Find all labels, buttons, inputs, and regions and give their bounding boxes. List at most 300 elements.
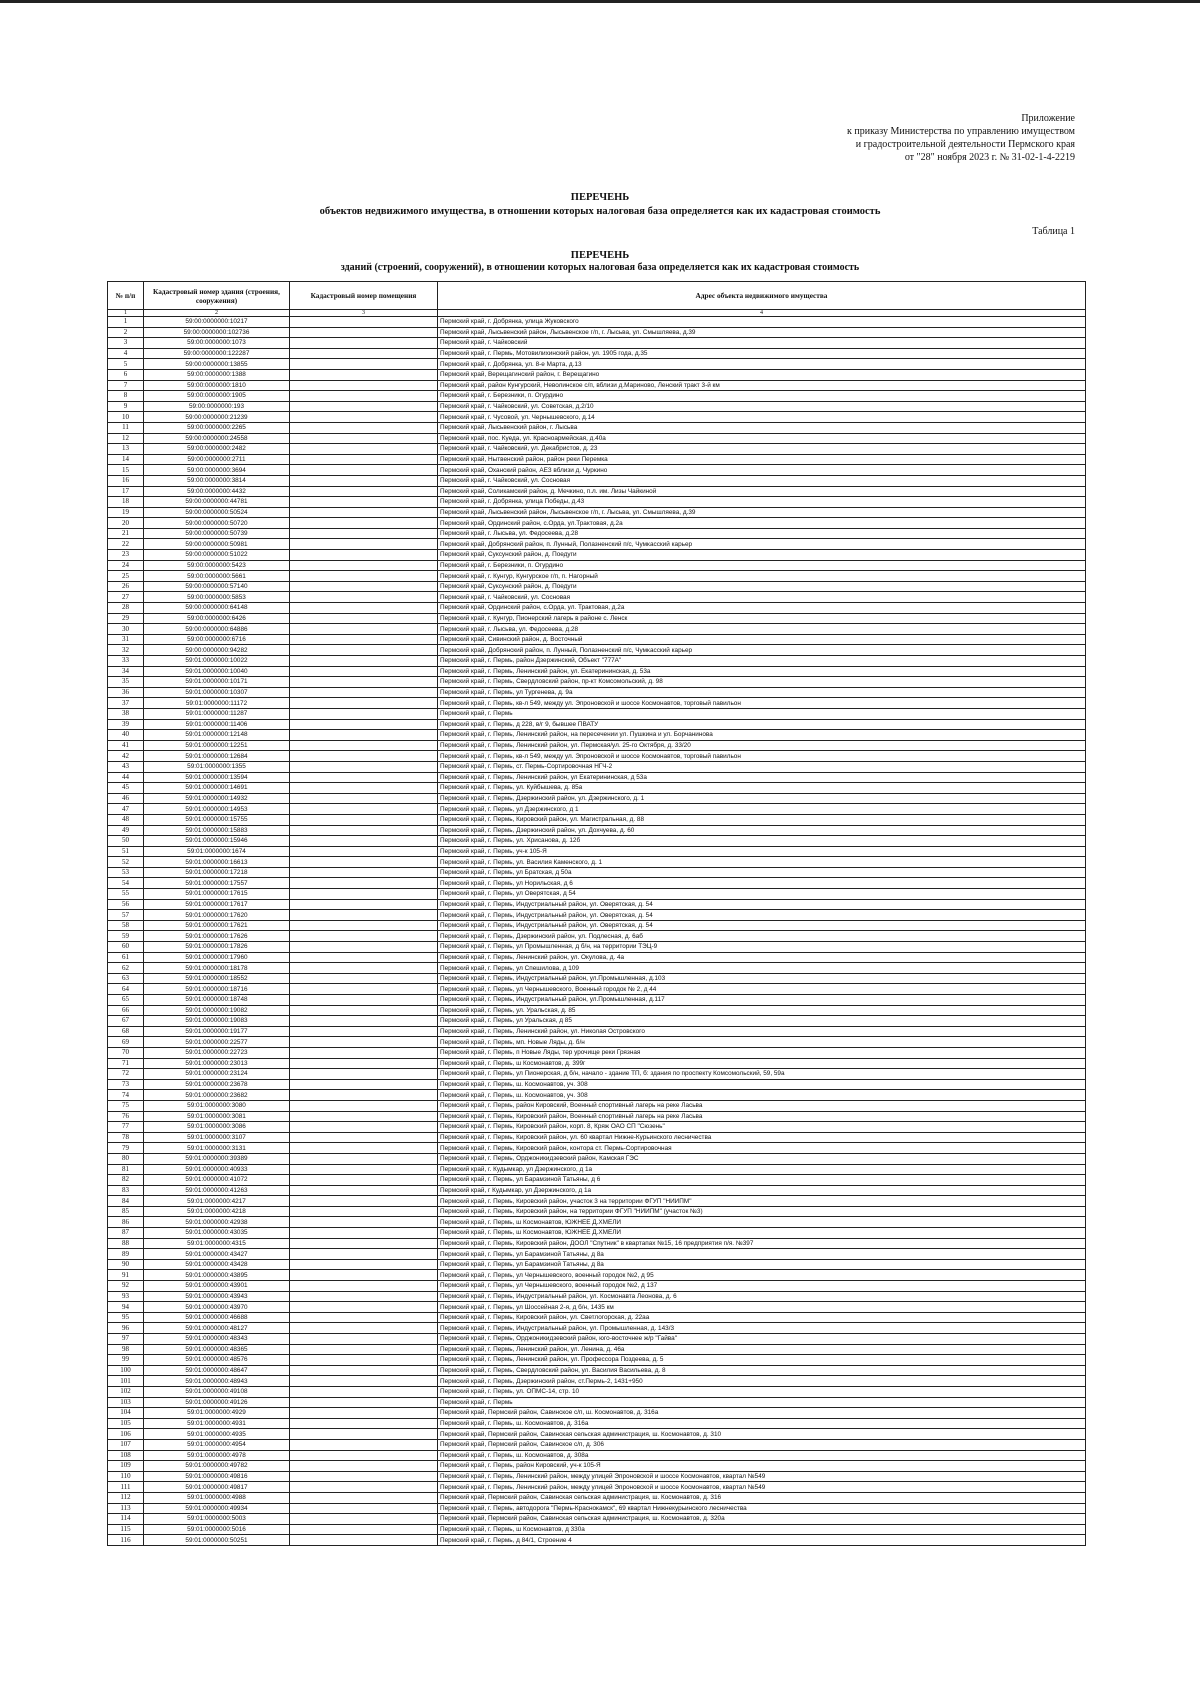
row-number: 77 (108, 1122, 144, 1133)
object-address: Пермский край, г. Березники, п. Огурдино (438, 560, 1086, 571)
table-row (108, 550, 1086, 561)
building-cadastral-number: 59:01:0000000:43035 (144, 1228, 290, 1239)
premises-cadastral-number (290, 1386, 438, 1397)
building-cadastral-number: 59:01:0000000:17826 (144, 942, 290, 953)
object-address: Пермский край, г. Пермь, Ленинский район, ул. Николая Островского (438, 1026, 1086, 1037)
object-address: Пермский край, г. Пермь, ул Норильская, д 6 (438, 878, 1086, 889)
row-number: 31 (108, 634, 144, 645)
premises-cadastral-number (290, 624, 438, 635)
row-number: 70 (108, 1047, 144, 1058)
premises-cadastral-number (290, 1153, 438, 1164)
object-address: Пермский край, Лысьвенский район, г. Лысьва (438, 422, 1086, 433)
building-cadastral-number: 59:00:0000000:64886 (144, 624, 290, 635)
premises-cadastral-number (290, 1450, 438, 1461)
table-row (108, 1037, 1086, 1048)
object-address: Пермский край, г. Пермь, Индустриальный район, ул.Промышленная, д.103 (438, 973, 1086, 984)
building-cadastral-number: 59:01:0000000:49126 (144, 1397, 290, 1408)
building-cadastral-number: 59:01:0000000:17617 (144, 899, 290, 910)
object-address: Пермский край, г. Пермь, Ленинский район, между улицей Эпроновской и шоссе Космонавтов, квартал №549 (438, 1471, 1086, 1482)
building-cadastral-number: 59:01:0000000:43970 (144, 1302, 290, 1313)
object-address: Пермский край, г. Пермь, ш Космонавтов, д 330а (438, 1524, 1086, 1535)
table-row (108, 1302, 1086, 1313)
object-address: Пермский край, г. Пермь, Кировский район, ул. Магистральная, д. 88 (438, 814, 1086, 825)
table-row (108, 857, 1086, 868)
row-number: 23 (108, 550, 144, 561)
object-address: Пермский край, г. Пермь, Кировский район, контора ст. Пермь-Сортировочная (438, 1143, 1086, 1154)
premises-cadastral-number (290, 550, 438, 561)
premises-cadastral-number (290, 1175, 438, 1186)
building-cadastral-number: 59:01:0000000:10307 (144, 687, 290, 698)
table-row (108, 666, 1086, 677)
object-address: Пермский край, г. Пермь, Индустриальный район, ул. Оверятская, д. 54 (438, 910, 1086, 921)
object-address: Пермский край, г. Пермь, ш. Космонавтов, уч. 308 (438, 1079, 1086, 1090)
row-number: 108 (108, 1450, 144, 1461)
building-cadastral-number: 59:01:0000000:48127 (144, 1323, 290, 1334)
object-address: Пермский край, г. Пермь, ул Чернышевского, военный городок №2, д 137 (438, 1281, 1086, 1292)
premises-cadastral-number (290, 1503, 438, 1514)
row-number: 73 (108, 1079, 144, 1090)
building-cadastral-number: 59:01:0000000:10022 (144, 656, 290, 667)
table-row (108, 1111, 1086, 1122)
row-number: 64 (108, 984, 144, 995)
row-number: 85 (108, 1206, 144, 1217)
document-subtitle: объектов недвижимого имущества, в отношении которых налоговая база определяется как их кадастровая стоимость (319, 206, 881, 217)
object-address: Пермский край, г. Пермь, Индустриальный район, ул. Космонавта Леонова, д. 6 (438, 1291, 1086, 1302)
premises-cadastral-number (290, 1249, 438, 1260)
object-address: Пермский край, Ординский район, с.Орда, ул. Трактовая, д.2а (438, 603, 1086, 614)
table-row (108, 507, 1086, 518)
row-number: 107 (108, 1439, 144, 1450)
row-number: 87 (108, 1228, 144, 1239)
row-number: 58 (108, 920, 144, 931)
object-address: Пермский край, г. Пермь, Кировский район, ул. Светлогорская, д. 22аа (438, 1312, 1086, 1323)
table-row (108, 1281, 1086, 1292)
table-row (108, 656, 1086, 667)
table-row (108, 634, 1086, 645)
row-number: 86 (108, 1217, 144, 1228)
table-row (108, 1206, 1086, 1217)
table-row (108, 1143, 1086, 1154)
column-number: 1 (108, 310, 144, 317)
row-number: 35 (108, 677, 144, 688)
object-address: Пермский край, г. Пермь, Ленинский район, ул Екатерининская, д 53а (438, 772, 1086, 783)
building-cadastral-number: 59:01:0000000:15883 (144, 825, 290, 836)
building-cadastral-number: 59:01:0000000:17620 (144, 910, 290, 921)
table-row (108, 444, 1086, 455)
object-address: Пермский край, г. Пермь, ул Дзержинского, д 1 (438, 804, 1086, 815)
object-address: Пермский край, г. Лысьва, ул. Федосеева, д.28 (438, 528, 1086, 539)
object-address: Пермский край, г. Пермь, д 84/1, Строение 4 (438, 1535, 1086, 1546)
object-address: Пермский край, Суксунский район, д. Поедуги (438, 581, 1086, 592)
object-address: Пермский край, г. Пермь, Ленинский район, на пересечении ул. Пушкина и ул. Борчанинова (438, 730, 1086, 741)
object-address: Пермский край, Добрянский район, п. Лунный, Полазненский п/с, Чумкасский карьер (438, 539, 1086, 550)
premises-cadastral-number (290, 1281, 438, 1292)
premises-cadastral-number (290, 719, 438, 730)
premises-cadastral-number (290, 380, 438, 391)
object-address: Пермский край, г. Пермь, ул Чернышевского, Военный городок № 2, д 44 (438, 984, 1086, 995)
building-cadastral-number: 59:00:0000000:1388 (144, 369, 290, 380)
premises-cadastral-number (290, 1196, 438, 1207)
row-number: 112 (108, 1492, 144, 1503)
table-row (108, 920, 1086, 931)
table-row (108, 793, 1086, 804)
appendix-line: Приложение (1021, 113, 1075, 124)
table-row (108, 1259, 1086, 1270)
table-row (108, 1238, 1086, 1249)
object-address: Пермский край, г. Пермь, ул Чернышевского, военный городок №2, д 95 (438, 1270, 1086, 1281)
object-address: Пермский край, г. Пермь, кв-л 549, между ул. Эпроновской и шоссе Космонавтов, торговый павильон (438, 698, 1086, 709)
premises-cadastral-number (290, 645, 438, 656)
object-address: Пермский край, г. Пермь, Дзержинский район, ул. Дохчуева, д. 60 (438, 825, 1086, 836)
row-number: 103 (108, 1397, 144, 1408)
object-address: Пермский край, г. Березники, п. Огурдино (438, 391, 1086, 402)
premises-cadastral-number (290, 973, 438, 984)
premises-cadastral-number (290, 1344, 438, 1355)
object-address: Пермский край, Пермский район, Савинская сельская администрация, ш. Космонавтов, д. 310 (438, 1429, 1086, 1440)
row-number: 102 (108, 1386, 144, 1397)
building-cadastral-number: 59:01:0000000:4988 (144, 1492, 290, 1503)
premises-cadastral-number (290, 317, 438, 328)
object-address: Пермский край, г. Пермь, п Новые Ляды, тер урочище реки Грязная (438, 1047, 1086, 1058)
object-address: Пермский край, г. Чайковский, ул. Декабристов, д. 23 (438, 444, 1086, 455)
row-number: 36 (108, 687, 144, 698)
building-cadastral-number: 59:01:0000000:42938 (144, 1217, 290, 1228)
premises-cadastral-number (290, 1535, 438, 1546)
row-number: 83 (108, 1185, 144, 1196)
premises-cadastral-number (290, 910, 438, 921)
row-number: 104 (108, 1408, 144, 1419)
table-row (108, 1217, 1086, 1228)
premises-cadastral-number (290, 1439, 438, 1450)
row-number: 13 (108, 444, 144, 455)
premises-cadastral-number (290, 857, 438, 868)
building-cadastral-number: 59:01:0000000:48343 (144, 1334, 290, 1345)
premises-cadastral-number (290, 1238, 438, 1249)
object-address: Пермский край, г. Лысьва, ул. Федосеева, д.28 (438, 624, 1086, 635)
row-number: 57 (108, 910, 144, 921)
building-cadastral-number: 59:00:0000000:3694 (144, 465, 290, 476)
premises-cadastral-number (290, 772, 438, 783)
object-address: Пермский край, г. Добрянка, улица Победы, д.43 (438, 497, 1086, 508)
building-cadastral-number: 59:00:0000000:50720 (144, 518, 290, 529)
building-cadastral-number: 59:00:0000000:50981 (144, 539, 290, 550)
building-cadastral-number: 59:01:0000000:18748 (144, 995, 290, 1006)
table-row (108, 973, 1086, 984)
premises-cadastral-number (290, 592, 438, 603)
premises-cadastral-number (290, 1312, 438, 1323)
building-cadastral-number: 59:01:0000000:18716 (144, 984, 290, 995)
object-address: Пермский край, г Кудымкар, ул Дзержинского, д 1а (438, 1185, 1086, 1196)
premises-cadastral-number (290, 486, 438, 497)
object-address: Пермский край, г. Пермь, Свердловский район, ул. Василия Васильева, д. 8 (438, 1365, 1086, 1376)
building-cadastral-number: 59:01:0000000:10171 (144, 677, 290, 688)
building-cadastral-number: 59:00:0000000:44781 (144, 497, 290, 508)
object-address: Пермский край, г. Пермь, ул Пионерская, д б/н, начало - здание ТП, б: здания по проспекту Комсомольский, 59, 59а (438, 1069, 1086, 1080)
row-number: 34 (108, 666, 144, 677)
table-row (108, 719, 1086, 730)
building-cadastral-number: 59:01:0000000:50251 (144, 1535, 290, 1546)
row-number: 5 (108, 359, 144, 370)
premises-cadastral-number (290, 1376, 438, 1387)
table-row (108, 1175, 1086, 1186)
object-address: Пермский край, г. Чайковский, ул. Сосновая (438, 475, 1086, 486)
object-address: Пермский край, г. Пермь, ул. Куйбышева, д. 85а (438, 783, 1086, 794)
premises-cadastral-number (290, 1408, 438, 1419)
table-row (108, 592, 1086, 603)
object-address: Пермский край, г. Пермь, Дзержинский район, ул. Дзержинского, д. 1 (438, 793, 1086, 804)
building-cadastral-number: 59:01:0000000:43943 (144, 1291, 290, 1302)
object-address: Пермский край, г. Пермь, Ленинский район, между улицей Эпроновской и шоссе Космонавтов, квартал №549 (438, 1482, 1086, 1493)
row-number: 59 (108, 931, 144, 942)
premises-cadastral-number (290, 899, 438, 910)
table-row (108, 581, 1086, 592)
object-address: Пермский край, г. Пермь, кв-л 549, между ул. Эпроновской и шоссе Космонавтов, торговый павильон (438, 751, 1086, 762)
building-cadastral-number: 59:01:0000000:4978 (144, 1450, 290, 1461)
appendix-line: от "28" ноября 2023 г. № 31-02-1-4-2219 (904, 152, 1075, 163)
table-row (108, 931, 1086, 942)
table-row (108, 1122, 1086, 1133)
row-number: 52 (108, 857, 144, 868)
row-number: 14 (108, 454, 144, 465)
building-cadastral-number: 59:01:0000000:48576 (144, 1355, 290, 1366)
premises-cadastral-number (290, 1482, 438, 1493)
row-number: 113 (108, 1503, 144, 1514)
building-cadastral-number: 59:00:0000000:94282 (144, 645, 290, 656)
building-cadastral-number: 59:00:0000000:5661 (144, 571, 290, 582)
building-cadastral-number: 59:01:0000000:19082 (144, 1005, 290, 1016)
row-number: 65 (108, 995, 144, 1006)
table-row (108, 878, 1086, 889)
building-cadastral-number: 59:01:0000000:18552 (144, 973, 290, 984)
object-address: Пермский край, Соликамский район, д. Мечкино, п.л. им. Лизы Чайкиной (438, 486, 1086, 497)
row-number: 44 (108, 772, 144, 783)
row-number: 80 (108, 1153, 144, 1164)
object-address: Пермский край, пос. Куеда, ул. Красноармейская, д.40а (438, 433, 1086, 444)
premises-cadastral-number (290, 1524, 438, 1535)
building-cadastral-number: 59:01:0000000:12251 (144, 740, 290, 751)
building-cadastral-number: 59:01:0000000:12148 (144, 730, 290, 741)
table-row (108, 338, 1086, 349)
premises-cadastral-number (290, 698, 438, 709)
premises-cadastral-number (290, 1259, 438, 1270)
table-row (108, 401, 1086, 412)
building-cadastral-number: 59:00:0000000:102736 (144, 327, 290, 338)
object-address: Пермский край, г. Пермь, ул Уральская, д 85 (438, 1016, 1086, 1027)
object-address: Пермский край, г. Пермь, Кировский район, Военный спортивный лагерь на реке Ласьва (438, 1111, 1086, 1122)
premises-cadastral-number (290, 507, 438, 518)
object-address: Пермский край, г. Пермь, район Кировский, Военный спортивный лагерь на реке Ласьва (438, 1100, 1086, 1111)
column-number: 2 (144, 310, 290, 317)
object-address: Пермский край, Пермский район, Савинское с/п, ш. Космонавтов, д. 316а (438, 1408, 1086, 1419)
row-number: 37 (108, 698, 144, 709)
building-cadastral-number: 59:01:0000000:14691 (144, 783, 290, 794)
table-row (108, 1196, 1086, 1207)
premises-cadastral-number (290, 1037, 438, 1048)
object-address: Пермский край, г. Пермь, Кировский район, ул. 60 квартал Нижне-Курьинского лесничества (438, 1132, 1086, 1143)
object-address: Пермский край, Лысьвенский район, Лысьвенское г/п, г. Лысьва, ул. Смышляева, д.39 (438, 327, 1086, 338)
row-number: 54 (108, 878, 144, 889)
building-cadastral-number: 59:00:0000000:57140 (144, 581, 290, 592)
object-address: Пермский край, Пермский район, Савинская сельская администрация, ш. Космонавтов, д. 320а (438, 1514, 1086, 1525)
row-number: 55 (108, 889, 144, 900)
object-address: Пермский край, Пермский район, Савинское с/п, д. 306 (438, 1439, 1086, 1450)
table-row (108, 1005, 1086, 1016)
object-address: Пермский край, г. Пермь, ш. Космонавтов, д. 308а (438, 1450, 1086, 1461)
premises-cadastral-number (290, 327, 438, 338)
premises-cadastral-number (290, 518, 438, 529)
premises-cadastral-number (290, 1471, 438, 1482)
building-cadastral-number: 59:00:0000000:10217 (144, 317, 290, 328)
table-row (108, 327, 1086, 338)
row-number: 63 (108, 973, 144, 984)
object-address: Пермский край, г. Пермь, автодорога "Пермь-Краснокамск", 69 квартал Нижнекурьинского лесничества (438, 1503, 1086, 1514)
premises-cadastral-number (290, 1069, 438, 1080)
row-number: 48 (108, 814, 144, 825)
premises-cadastral-number (290, 963, 438, 974)
premises-cadastral-number (290, 1058, 438, 1069)
building-cadastral-number: 59:00:0000000:21239 (144, 412, 290, 423)
object-address: Пермский край, г. Пермь, ул Спешилова, д 109 (438, 963, 1086, 974)
building-cadastral-number: 59:01:0000000:14953 (144, 804, 290, 815)
table-row (108, 1418, 1086, 1429)
table-row (108, 1249, 1086, 1260)
row-number: 41 (108, 740, 144, 751)
row-number: 89 (108, 1249, 144, 1260)
building-cadastral-number: 59:01:0000000:4954 (144, 1439, 290, 1450)
table-body (108, 317, 1086, 1546)
building-cadastral-number: 59:01:0000000:18178 (144, 963, 290, 974)
building-cadastral-number: 59:01:0000000:23678 (144, 1079, 290, 1090)
appendix-block (847, 112, 1075, 164)
row-number: 95 (108, 1312, 144, 1323)
building-cadastral-number: 59:01:0000000:11172 (144, 698, 290, 709)
premises-cadastral-number (290, 475, 438, 486)
building-cadastral-number: 59:01:0000000:48365 (144, 1344, 290, 1355)
object-address: Пермский край, Нытвенский район, район реки Перемка (438, 454, 1086, 465)
column-number-row (108, 310, 1086, 317)
column-header-address: Адрес объекта недвижимого имущества (438, 282, 1086, 310)
object-address: Пермский край, г. Пермь, ул Братская, д 50а (438, 867, 1086, 878)
table-row (108, 412, 1086, 423)
premises-cadastral-number (290, 1090, 438, 1101)
building-cadastral-number: 59:00:0000000:51022 (144, 550, 290, 561)
premises-cadastral-number (290, 1461, 438, 1472)
object-address: Пермский край, Сивинский район, д. Восточный (438, 634, 1086, 645)
table-row (108, 952, 1086, 963)
premises-cadastral-number (290, 444, 438, 455)
premises-cadastral-number (290, 1016, 438, 1027)
object-address: Пермский край, г. Пермь, Индустриальный район, ул. Оверятская, д. 54 (438, 899, 1086, 910)
object-address: Пермский край, г. Пермь, мп. Новые Ляды, д. б/н (438, 1037, 1086, 1048)
premises-cadastral-number (290, 984, 438, 995)
building-cadastral-number: 59:00:0000000:2711 (144, 454, 290, 465)
object-address: Пермский край, г. Пермь, Ленинский район, ул. Окулова, д. 4а (438, 952, 1086, 963)
table-row (108, 433, 1086, 444)
premises-cadastral-number (290, 338, 438, 349)
row-number: 29 (108, 613, 144, 624)
premises-cadastral-number (290, 1047, 438, 1058)
table-row (108, 518, 1086, 529)
building-cadastral-number: 59:01:0000000:15946 (144, 836, 290, 847)
premises-cadastral-number (290, 1164, 438, 1175)
table-row (108, 465, 1086, 476)
object-address: Пермский край, г. Пермь, Кировский район, корп. 8, Кряж ОАО СП "Сюзень" (438, 1122, 1086, 1133)
table-row (108, 825, 1086, 836)
premises-cadastral-number (290, 603, 438, 614)
table-row (108, 475, 1086, 486)
table-row (108, 1461, 1086, 1472)
row-number: 98 (108, 1344, 144, 1355)
object-address: Пермский край, г. Пермь, ст. Пермь-Сортировочная НГЧ-2 (438, 761, 1086, 772)
building-cadastral-number: 59:01:0000000:4929 (144, 1408, 290, 1419)
premises-cadastral-number (290, 751, 438, 762)
row-number: 43 (108, 761, 144, 772)
table-row (108, 1016, 1086, 1027)
building-cadastral-number: 59:00:0000000:122287 (144, 348, 290, 359)
building-cadastral-number: 59:01:0000000:4217 (144, 1196, 290, 1207)
building-cadastral-number: 59:01:0000000:19083 (144, 1016, 290, 1027)
object-address: Пермский край, г. Пермь, Дзержинский район, ул. Подлесная, д. 6аб (438, 931, 1086, 942)
building-cadastral-number: 59:01:0000000:22577 (144, 1037, 290, 1048)
premises-cadastral-number (290, 348, 438, 359)
column-number: 4 (438, 310, 1086, 317)
building-cadastral-number: 59:01:0000000:15755 (144, 814, 290, 825)
table-row (108, 1408, 1086, 1419)
premises-cadastral-number (290, 613, 438, 624)
object-address: Пермский край, г. Пермь, Индустриальный район, ул. Промышленная, д. 143/3 (438, 1323, 1086, 1334)
table-row (108, 1058, 1086, 1069)
table-title: ПЕРЕЧЕНЬ (570, 250, 630, 261)
row-number: 106 (108, 1429, 144, 1440)
row-number: 82 (108, 1175, 144, 1186)
table-row (108, 1334, 1086, 1345)
row-number: 84 (108, 1196, 144, 1207)
object-address: Пермский край, Ординский район, с.Орда, ул.Трактовая, д.2а (438, 518, 1086, 529)
table-row (108, 804, 1086, 815)
table-row (108, 814, 1086, 825)
row-number: 47 (108, 804, 144, 815)
premises-cadastral-number (290, 465, 438, 476)
building-cadastral-number: 59:00:0000000:1905 (144, 391, 290, 402)
object-address: Пермский край, г. Пермь, ш. Космонавтов, д. 316а (438, 1418, 1086, 1429)
premises-cadastral-number (290, 656, 438, 667)
object-address: Пермский край, г. Пермь, ш. Космонавтов, уч. 308 (438, 1090, 1086, 1101)
object-address: Пермский край, г. Добрянка, улица Жуковского (438, 317, 1086, 328)
premises-cadastral-number (290, 401, 438, 412)
row-number: 18 (108, 497, 144, 508)
table-row (108, 1524, 1086, 1535)
building-cadastral-number: 59:01:0000000:39389 (144, 1153, 290, 1164)
premises-cadastral-number (290, 1365, 438, 1376)
table-row (108, 497, 1086, 508)
premises-cadastral-number (290, 1397, 438, 1408)
building-cadastral-number: 59:01:0000000:1674 (144, 846, 290, 857)
building-cadastral-number: 59:01:0000000:11406 (144, 719, 290, 730)
row-number: 50 (108, 836, 144, 847)
building-cadastral-number: 59:01:0000000:23682 (144, 1090, 290, 1101)
premises-cadastral-number (290, 560, 438, 571)
premises-cadastral-number (290, 1111, 438, 1122)
table-row (108, 369, 1086, 380)
table-row (108, 486, 1086, 497)
table-row (108, 454, 1086, 465)
premises-cadastral-number (290, 920, 438, 931)
premises-cadastral-number (290, 814, 438, 825)
building-cadastral-number: 59:00:0000000:13855 (144, 359, 290, 370)
building-cadastral-number: 59:01:0000000:41263 (144, 1185, 290, 1196)
premises-cadastral-number (290, 1334, 438, 1345)
building-cadastral-number: 59:01:0000000:49782 (144, 1461, 290, 1472)
